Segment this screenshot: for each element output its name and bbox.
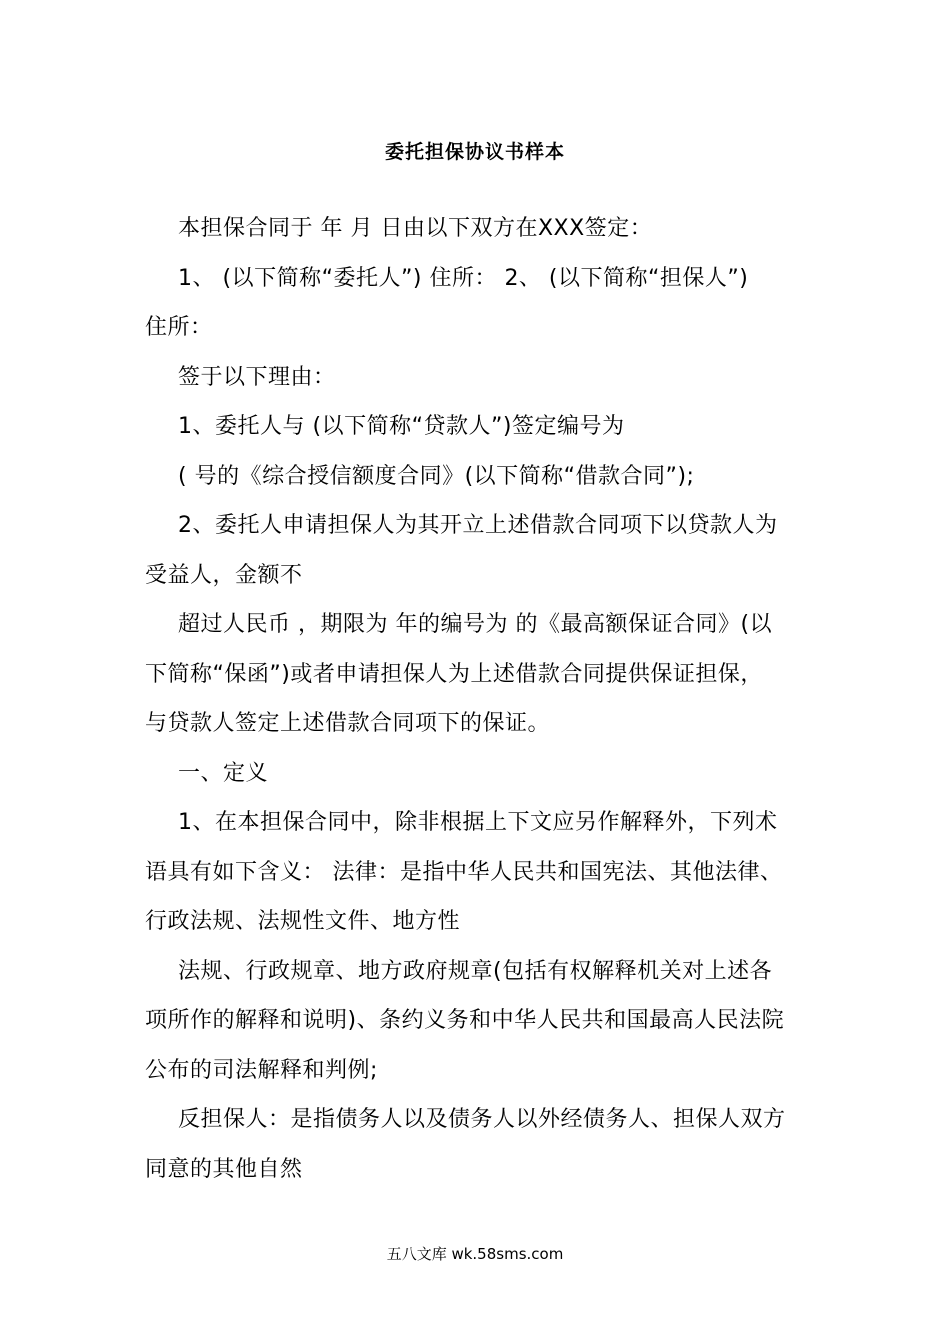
document-body — [145, 204, 810, 1194]
section-heading: 一、定义 — [178, 760, 269, 786]
footer-watermark: 五八文库 wk.58sms.com — [386, 1245, 564, 1263]
body-line: 公布的司法解释和判例; — [145, 1057, 378, 1083]
body-line: 法规、行政规章、地方政府规章(包括有权解释机关对上述各 — [178, 958, 773, 984]
body-line: 本担保合同于 年 月 日由以下双方在XXX签定： — [178, 216, 653, 241]
body-line: 住所： — [145, 315, 213, 340]
body-line: 签于以下理由： — [178, 364, 336, 390]
body-line: 超过人民币 ，期限为 年的编号为 的《最高额保证合同》(以 — [178, 612, 773, 637]
body-line: 与贷款人签定上述借款合同项下的保证。 — [145, 711, 551, 736]
body-line: 同意的其他自然 — [145, 1156, 303, 1182]
body-line: 项所作的解释和说明)、条约义务和中华人民共和国最高人民法院 — [145, 1008, 785, 1033]
body-line: 1、委托人与 (以下简称“贷款人”)签定编号为 — [178, 414, 625, 439]
body-line: ( 号的《综合授信额度合同》(以下简称“借款合同”); — [178, 463, 695, 489]
document-title: 委托担保协议书样本 — [384, 141, 565, 163]
body-line: 1、 (以下简称“委托人”) 住所： 2、 (以下简称“担保人”) — [178, 265, 749, 291]
body-line: 行政法规、法规性文件、地方性 — [145, 909, 461, 934]
body-line: 1、在本担保合同中，除非根据上下文应另作解释外，下列术 — [178, 810, 778, 835]
body-line: 受益人，金额不 — [145, 562, 303, 588]
body-line: 2、委托人申请担保人为其开立上述借款合同项下以贷款人为 — [178, 513, 778, 538]
body-line: 语具有如下含义： 法律：是指中华人民共和国宪法、其他法律、 — [145, 859, 783, 885]
body-line: 反担保人：是指债务人以及债务人以外经债务人、担保人双方 — [178, 1107, 786, 1132]
body-line: 下简称“保函”)或者申请担保人为上述借款合同提供保证担保， — [145, 661, 763, 687]
